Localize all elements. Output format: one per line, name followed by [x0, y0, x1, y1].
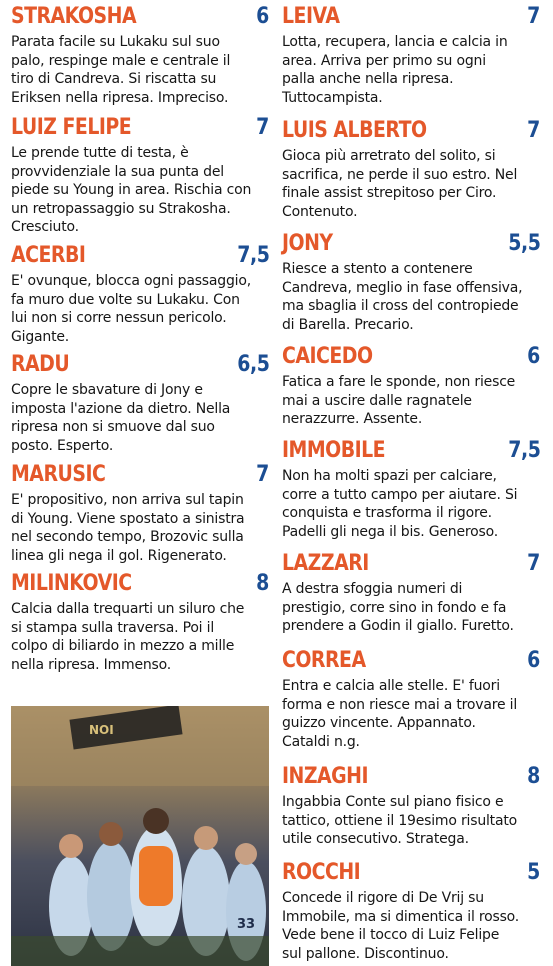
player-name: LEIVA — [282, 4, 340, 29]
player-comment: Gioca più arretrato del solito, si sacrifica, ne perde il suo estro. Nel finale assist strepitoso per Ciro. Contenuto. — [282, 148, 518, 220]
player-name: LAZZARI — [282, 551, 369, 576]
rating-header — [282, 231, 540, 260]
player-grade: 5 — [527, 860, 540, 885]
player-name: STRAKOSHA — [11, 4, 137, 29]
player-name: IMMOBILE — [282, 438, 386, 463]
player-comment: E' propositivo, non arriva sul tapin di Young. Viene spostato a sinistra nel secondo tempo, Brozovic sulla linea gli nega il gol. Rigenerato. — [11, 492, 245, 564]
player-grade: 6 — [527, 648, 540, 673]
rating-header — [11, 571, 269, 600]
player-name: CAICEDO — [282, 344, 373, 369]
team-celebration-photo — [11, 706, 269, 966]
rating-header — [282, 860, 540, 889]
rating-header — [282, 438, 540, 467]
player-comment: Riesce a stento a contenere Candreva, meglio in fase offensiva, ma sbaglia il cross del contropiede di Barella. Precario. — [282, 261, 523, 333]
player-rating-luiz-felipe — [11, 115, 269, 237]
player-grade: 7 — [256, 462, 269, 487]
rating-header — [282, 764, 540, 793]
player-name: CORREA — [282, 648, 366, 673]
player-grade: 8 — [527, 764, 540, 789]
rating-header — [11, 462, 269, 491]
player-grade: 7 — [527, 118, 540, 143]
rating-header — [282, 344, 540, 373]
banner-text: NOI — [89, 723, 114, 737]
player-grade: 7 — [256, 115, 269, 140]
player-rating-acerbi — [11, 243, 269, 346]
player-name: MILINKOVIC — [11, 571, 132, 596]
player-grade: 6 — [527, 344, 540, 369]
player-comment: Calcia dalla trequarti un siluro che si stampa sulla traversa. Poi il colpo di biliardo in mezzo a mille nella ripresa. Immenso. — [11, 601, 245, 673]
player-name: LUIZ FELIPE — [11, 115, 132, 140]
rating-header — [282, 4, 540, 33]
player-comment: Copre le sbavature di Jony e imposta l'azione da dietro. Nella ripresa non si smuove dal suo posto. Esperto. — [11, 382, 231, 454]
player-rating-luis-alberto — [282, 118, 540, 221]
player-rating-radu — [11, 352, 269, 455]
player-grade: 7,5 — [236, 243, 269, 268]
player-grade: 6,5 — [236, 352, 269, 377]
player-grade: 7 — [527, 551, 540, 576]
shirt-number: 33 — [237, 917, 256, 932]
player-rating-lazzari — [282, 551, 540, 636]
player-comment: Ingabbia Conte sul piano fisico e tattico, ottiene il 19esimo risultato utile consecutivo. Stratega. — [282, 794, 518, 847]
player-grade: 5,5 — [507, 231, 540, 256]
player-name: INZAGHI — [282, 764, 369, 789]
player-name: ACERBI — [11, 243, 86, 268]
player-comment: E' ovunque, blocca ogni passaggio, fa muro due volte su Lukaku. Con lui non si corre nessun pericolo. Gigante. — [11, 273, 251, 345]
rating-header — [11, 115, 269, 144]
player-name: MARUSIC — [11, 462, 106, 487]
rating-header — [282, 118, 540, 147]
rating-header — [11, 243, 269, 272]
player-comment: Le prende tutte di testa, è provvidenziale la sua punta del piede su Young in area. Rischia con un retropassaggio su Strakosha. Cresciuto. — [11, 145, 252, 235]
player-rating-marusic — [11, 462, 269, 565]
player-rating-inzaghi — [282, 764, 540, 849]
player-rating-rocchi — [282, 860, 540, 963]
player-comment: A destra sfoggia numeri di prestigio, corre sino in fondo e fa prendere a Godin il giallo. Furetto. — [282, 581, 514, 634]
player-grade: 8 — [256, 571, 269, 596]
rating-header — [11, 352, 269, 381]
rating-header — [282, 648, 540, 677]
player-grade: 6 — [256, 4, 269, 29]
player-rating-immobile — [282, 438, 540, 541]
player-rating-milinkovic — [11, 571, 269, 674]
player-grade: 7 — [527, 4, 540, 29]
player-rating-strakosha — [11, 4, 269, 107]
player-comment: Concede il rigore di De Vrij su Immobile, ma si dimentica il rosso. Vede bene il tocco di Luiz Felipe sul pallone. Discontinuo. — [282, 890, 520, 962]
player-comment: Lotta, recupera, lancia e calcia in area. Arriva per primo su ogni palla anche nella ripresa. Tuttocampista. — [282, 34, 508, 106]
player-name: LUIS ALBERTO — [282, 118, 427, 143]
player-rating-correa — [282, 648, 540, 751]
player-rating-jony — [282, 231, 540, 334]
player-rating-leiva — [282, 4, 540, 107]
player-name: ROCCHI — [282, 860, 361, 885]
player-grade: 7,5 — [507, 438, 540, 463]
player-rating-caicedo — [282, 344, 540, 429]
player-name: JONY — [282, 231, 333, 256]
player-comment: Non ha molti spazi per calciare, corre a tutto campo per aiutare. Si conquista e trasforma il rigore. Padelli gli nega il bis. Generoso. — [282, 468, 518, 540]
player-comment: Parata facile su Lukaku sul suo palo, respinge male e centrale il tiro di Candreva. Si riscatta su Eriksen nella ripresa. Impreciso. — [11, 34, 231, 106]
player-name: RADU — [11, 352, 70, 377]
player-comment: Entra e calcia alle stelle. E' fuori forma e non riesce mai a trovare il guizzo vincente. Appannato. Cataldi n.g. — [282, 678, 518, 750]
rating-header — [11, 4, 269, 33]
rating-header — [282, 551, 540, 580]
player-comment: Fatica a fare le sponde, non riesce mai a uscire dalle ragnatele nerazzurre. Assente. — [282, 374, 516, 427]
celebration-image — [11, 706, 269, 966]
